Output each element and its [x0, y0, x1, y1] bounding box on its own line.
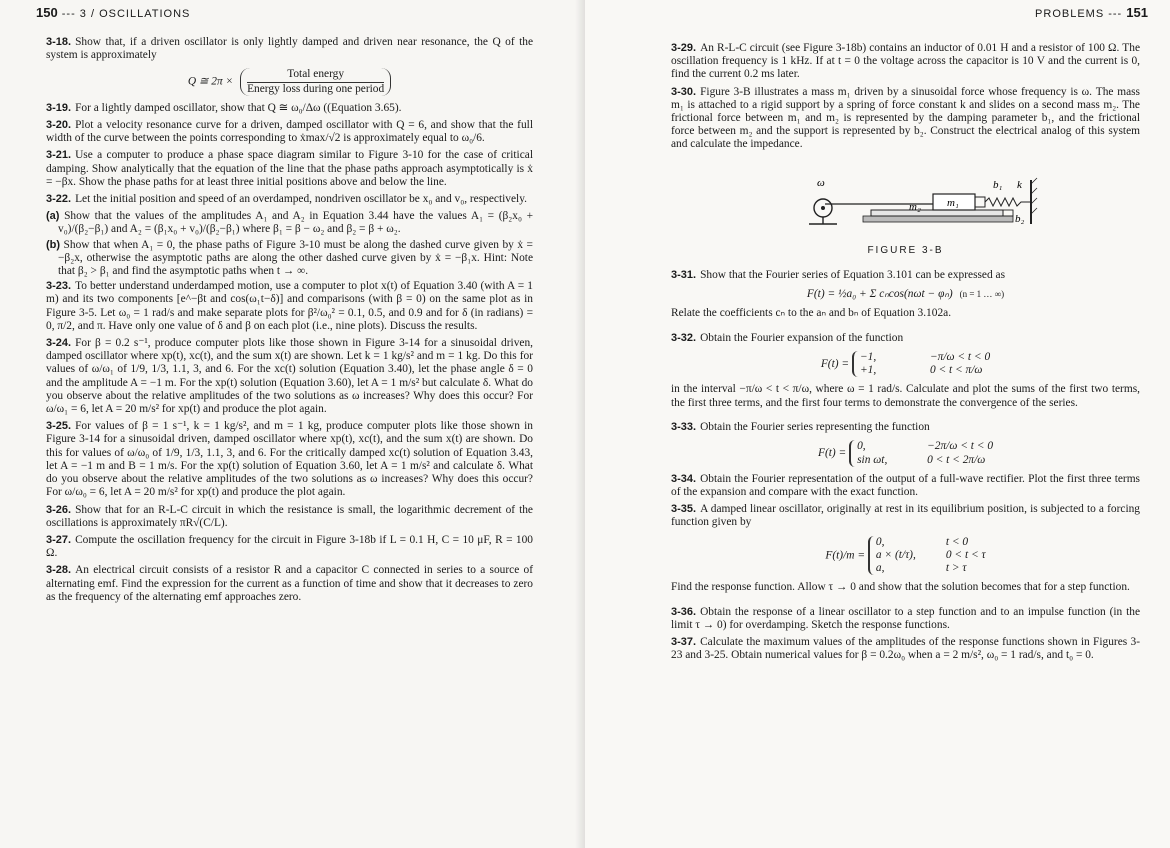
omega-label: ω: [817, 176, 825, 189]
problem-3-23: 3-23. To better understand underdamped motion, use a computer to plot x(t) of Equation 3.40 (with A = 1 m) and its two components [e^−βt and cos(ω₁t−δ)] and comparisons (with β = 0) on the same plot as in Figure 3-5. Let ω₀ = 1 rad/s and make separate plots for β²/ω₀² = 0.1, 0.5, and 0.9 and for δ (in radians) = 0, π/2, and π. Have only one value of δ and β on each plot (i.e., nine plots). Discuss the results.: [46, 280, 533, 332]
eq-denominator: Energy loss during one period: [247, 82, 385, 95]
equation-3-35: F(t)/m = 0, t < 0 a × (t/τ), 0 < t < τ a, t > τ: [825, 535, 986, 575]
problem-3-34: 3-34. Obtain the Fourier representation of the output of a full-wave rectifier. Plot the first three terms of the expansion and compare with the exact function.: [671, 472, 1140, 499]
equation-3-32: F(t) = −1, −π/ω < t < 0 +1, 0 < t < π/ω: [820, 351, 991, 377]
figure-3-b-diagram: [671, 172, 1140, 238]
k-label: k: [1017, 178, 1022, 191]
problem-3-32: 3-32. Obtain the Fourier expansion of the function: [671, 331, 904, 344]
problem-3-19: 3-19. For a lightly damped oscillator, show that Q ≅ ω₀/Δω ((Equation 3.65).: [46, 101, 402, 114]
problem-3-26: 3-26. Show that for an R-L-C circuit in which the resistance is small, the logarithmic decrement of the oscillations is approximately πR√(C/L).: [46, 503, 533, 529]
problem-3-22-part-b: (b) Show that when A₁ = 0, the phase paths of Figure 3-10 must be along the dashed curve given by ẋ = −β₂x, otherwise the asymptotic paths are along the other dashed curve given by ẋ = −β₁x. Hint: Note that β₂ > β₁ and find the asymptotic paths when t → ∞.: [46, 238, 533, 278]
right-running-head: [1035, 5, 1148, 20]
mass-m2-plate: [871, 210, 1003, 216]
m1-label: m₁: [947, 196, 959, 209]
left-running-title: --- 3 / OSCILLATIONS: [61, 8, 191, 20]
problem-3-32-tail: in the interval −π/ω < t < π/ω, where ω = 1 rad/s. Calculate and plot the sums of the first two terms, the first three terms, and the first four terms to demonstrate the convergence of the series.: [671, 383, 1140, 409]
b2-label: b₂: [1015, 212, 1025, 225]
damper-b2-icon: [1003, 210, 1013, 216]
right-running-title: PROBLEMS ---: [1035, 8, 1123, 20]
problem-3-18: 3-18. Show that, if a driven oscillator is only lightly damped and driven near resonance, the Q of the system is approximately: [46, 36, 533, 62]
damper-b1-icon: [975, 197, 985, 207]
right-page-number: 151: [1126, 5, 1148, 20]
problem-3-36: 3-36. Obtain the response of a linear oscillator to a step function and to an impulse function (in the limit τ → 0) for overdamping. Sketch the response functions.: [671, 605, 1140, 632]
support-surface: [863, 216, 1013, 222]
problem-3-22: 3-22. Let the initial position and speed of an overdamped, nondriven oscillator be x₀ and v₀, respectively.: [46, 193, 528, 206]
problem-3-25: 3-25. For values of β = 1 s⁻¹, k = 1 kg/s², and m = 1 kg, produce computer plots like those shown in Figure 3-14 for a sinusoidal driven, damped oscillator where xp(t), xc(t), and the sum x(t) are shown. Do this for values of ω/ω₀ of 1/9, 1/3, 1.1, 3, and 6. For the critically damped xc(t) solution of Equation 3.43, let A = −1 m and B = 1 m/s. For the xp(t) solution of Equation 3.60, let A = 1 m/s² and calculate δ. What do you observe about the relative amplitudes of the two solutions as ω increases? Why does this occur? For ω/ω₀ = 6, let A = 20 m/s² for xp(t) and produce the plot again.: [46, 420, 533, 499]
problem-3-30: 3-30. Figure 3-B illustrates a mass m₁ driven by a sinusoidal force whose frequency is ω. The mass m₁ is attached to a rigid support by a spring of force constant k and slides on a second mass m₂. The frictional force between m₁ and m₂ is represented by the damping parameter b₁, and the frictional force between m₂ and the support is represented by b₂. Construct the electrical analog of this system and calculate the impedance.: [671, 85, 1140, 151]
left-running-head: [36, 5, 190, 20]
right-page: [585, 0, 1170, 848]
left-page-number: 150: [36, 5, 58, 20]
problem-3-22-part-a: (a) Show that the values of the amplitudes A₁ and A₂ in Equation 3.44 have the values A₁ = (β₂x₀ + v₀)/(β₂−β₁) and A₂ = (β₁x₀ + v₀)/(β₂−β₁) where β₁ = β − ω₂ and β₂ = β + ω₂.: [46, 210, 533, 236]
m2-label: m₂: [909, 200, 921, 213]
problem-3-28: 3-28. An electrical circuit consists of a resistor R and a capacitor C connected in series to a source of alternating emf. Find the expression for the current as a function of time and show that it decreases to zero as the frequency of the alternating emf approaches zero.: [46, 564, 533, 603]
equation-3-31: F(t) = ½a₀ + Σ cₙcos(nωt − φₙ) (n = 1 … ∞): [806, 288, 1005, 301]
problem-3-31-tail: Relate the coefficients cₙ to the aₙ and bₙ of Equation 3.102a.: [671, 307, 952, 320]
problem-3-29: 3-29. An R-L-C circuit (see Figure 3-18b) contains an inductor of 0.01 H and a resistor of 100 Ω. The oscillation frequency is 1 kHz. If at t = 0 the voltage across the capacitor is 10 V and the current is 0, find the current 0.2 ms later.: [671, 42, 1140, 81]
problem-3-35-tail: Find the response function. Allow τ → 0 and show that the solution becomes that for a step function.: [671, 581, 1130, 594]
problem-3-33: 3-33. Obtain the Fourier series representing the function: [671, 421, 930, 434]
equation-3-33: F(t) = 0, −2π/ω < t < 0 sin ωt, 0 < t < 2π/ω: [817, 440, 994, 466]
figure-caption: FIGURE 3-B: [867, 244, 944, 256]
problem-3-21: 3-21. Use a computer to produce a phase space diagram similar to Figure 3-10 for the case of critical damping. Show analytically that the equation of the line that the phase paths approach asymptotically is ẋ = −βx. Show the phase paths for at least three initial positions above and below the line.: [46, 149, 533, 188]
figure-3-b: [671, 172, 1140, 238]
problem-3-20: 3-20. Plot a velocity resonance curve for a driven, damped oscillator with Q = 6, and show that the full width of the curve between the points corresponding to ẋmax/√2 is approximately equal to ω₀/6.: [46, 119, 533, 145]
spring-k-icon: [985, 198, 1031, 206]
problem-3-37: 3-37. Calculate the maximum values of the amplitudes of the response functions shown in Figures 3-23 and 3-25. Obtain numerical values for β = 0.2ω₀ when a = 2 m/s², ω₀ = 1 rad/s, and t₀ = 0.: [671, 636, 1140, 662]
problem-3-35: 3-35. A damped linear oscillator, originally at rest in its equilibrium position, is subjected to a forcing function given by: [671, 503, 1140, 529]
problem-3-24: 3-24. For β = 0.2 s⁻¹, produce computer plots like those shown in Figure 3-14 for a sinusoidal driven, damped oscillator where xp(t), xc(t), and the sum x(t) are shown. Let k = 1 kg/s² and m = 1 kg. Do this for values of ω/ω₁ of 1/9, 1/3, 1.1, 3, and 6. For the xc(t) solution (Equation 3.40), let the phase angle δ = 0 and the amplitude A = −1 m. For the xp(t) solution (Equation 3.60), let A = 1 m/s² but calculate δ. What do you observe about the relative amplitudes of the two solutions as ω increases? Why does this occur? For ω/ω₁ = 6, let A = 20 m/s² for xp(t) and produce the plot again.: [46, 337, 533, 416]
equation-3-18: Q ≅ 2π × $\frac{\text{Total energy}}{\text{Energy loss during one period}}$: [46, 68, 533, 95]
problem-3-27: 3-27. Compute the oscillation frequency for the circuit in Figure 3-18b if L = 0.1 H, C = 10 μF, R = 100 Ω.: [46, 533, 533, 560]
b1-label: b₁: [993, 178, 1003, 191]
eq-numerator: Total energy: [247, 68, 384, 82]
sum-limits: (n = 1 … ∞): [959, 289, 1005, 300]
wheel-hub-icon: [821, 206, 825, 210]
problem-3-31: 3-31. Show that the Fourier series of Equation 3.101 can be expressed as: [671, 268, 1006, 281]
left-page-content: [46, 36, 533, 608]
right-page-content: [671, 42, 1140, 667]
